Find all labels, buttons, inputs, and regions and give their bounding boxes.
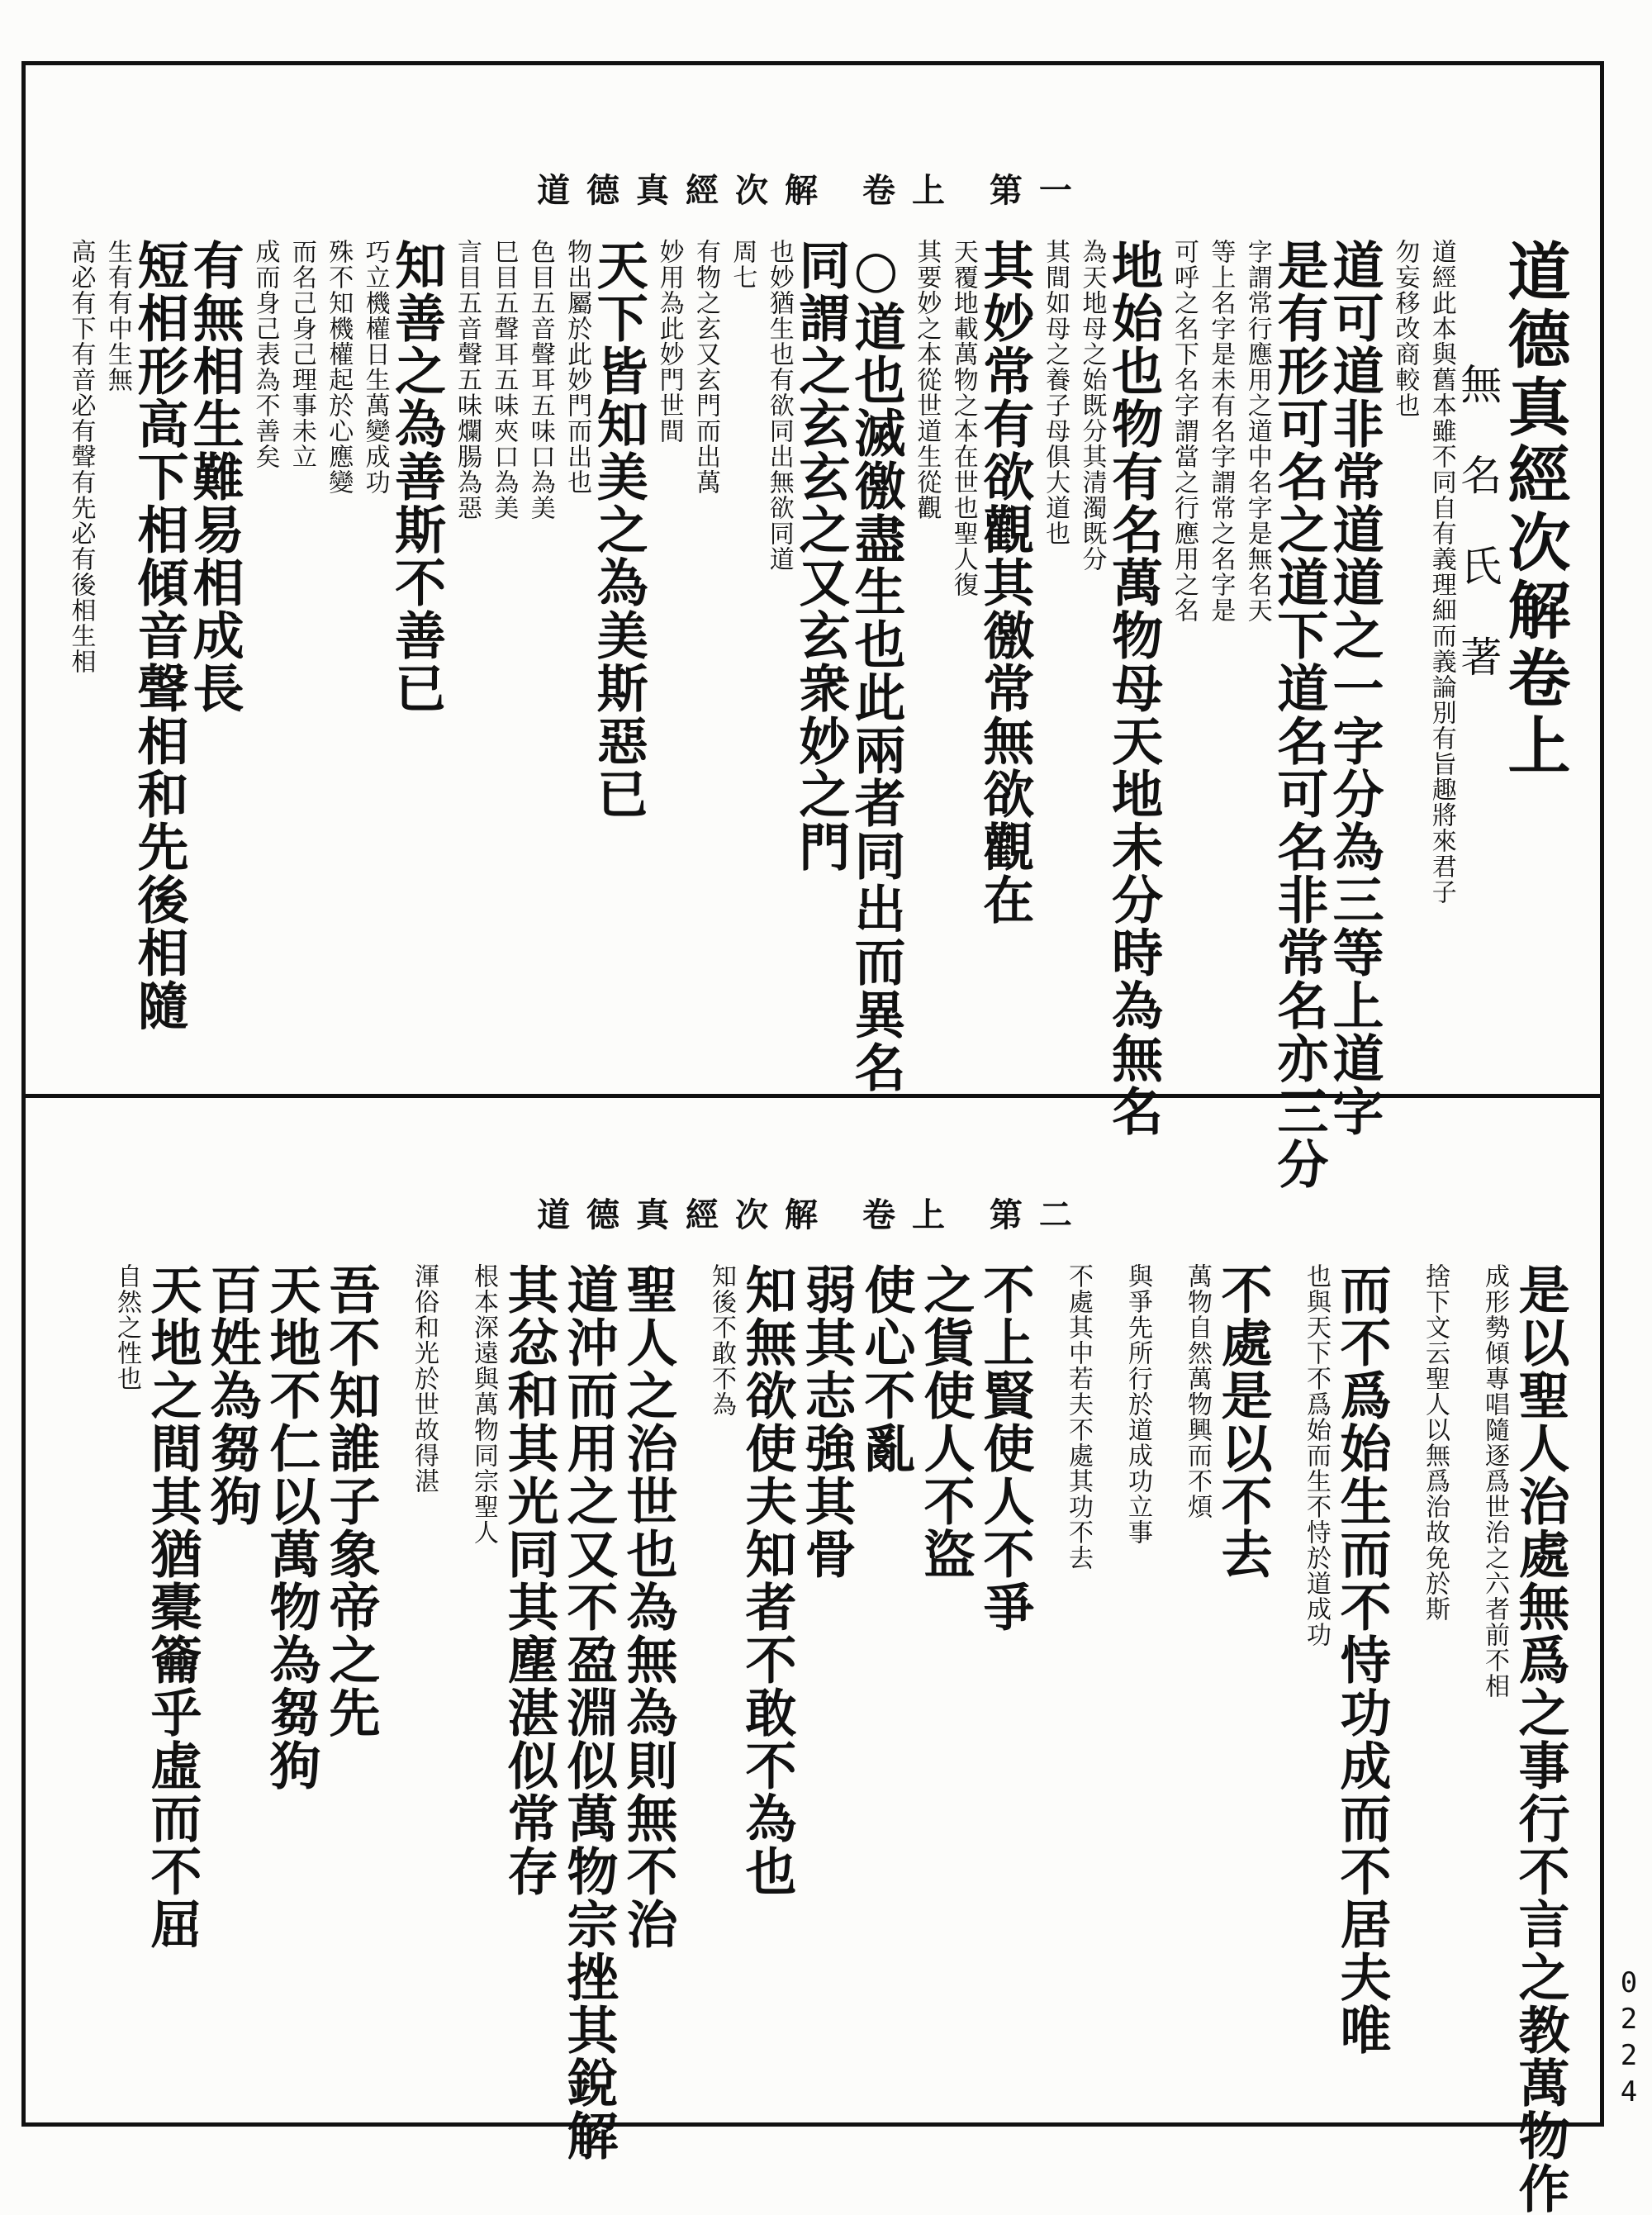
text-column: 有物之玄又玄門而出萬 [691,239,721,495]
text-column: 天地不仁以萬物為芻狗 [261,1263,321,1792]
text-column: 而名己身己理事未立 [287,239,316,469]
text-column: 天覆地載萬物之本在世也聖人復 [948,239,978,597]
text-column: 周七 [728,239,757,290]
text-column: 勿妄移改商較也 [1390,239,1420,418]
text-column: 之貨使人不盜 [915,1263,976,1580]
text-column: 與爭先所行於道成功立事 [1123,1263,1152,1545]
text-column: 根本深遠與萬物同宗聖人 [469,1263,498,1545]
text-column: 也與天下不爲始而生不恃於道成功 [1302,1263,1331,1647]
text-column: 物出屬於此妙門而出也 [563,239,592,495]
bottom-running-head: 道德真經次解 卷上 第二 [537,1195,1089,1234]
text-column: 不處是以不去 [1213,1263,1273,1580]
text-column: 是以聖人治處無爲之事行不言之教萬物作 [1510,1263,1570,2215]
text-column: 使心不亂 [856,1263,916,1475]
text-column: 高必有下有音必有聲有先必有後相生相 [66,239,96,674]
text-column: 短相形高下相傾音聲相和先後相隨 [128,239,189,1032]
text-column: 道可道非常道道之一字分為三等上道字 [1323,239,1384,1138]
text-column: 天地之間其猶橐籥乎虛而不屈 [142,1263,202,1951]
text-column: 字謂常行應用之道中名字是無名天 [1242,239,1272,623]
text-column: 等上名字是未有名字謂常之名字是 [1206,239,1236,623]
text-column: 妙用為此妙門世間 [654,239,684,444]
text-column: 其妙常有欲觀其徼常無欲觀在 [974,239,1035,926]
text-column: 殊不知機權起於心應變 [324,239,354,495]
text-column: 巧立機權日生萬變成功 [360,239,390,495]
text-column: 吾不知誰子象帝之先 [320,1263,381,1739]
top-running-head: 道德真經次解 卷上 第一 [537,171,1089,210]
text-column: 是有形可名之道下道名可名非常名亦三分 [1268,239,1329,1191]
text-column: 無名氏著 [1454,363,1502,726]
text-column: 同謂之玄玄之又玄衆妙之門 [790,239,851,873]
text-column: 聖人之治世也為無為則無不治 [618,1263,678,1951]
text-column: 不處其中若夫不處其功不去 [1064,1263,1093,1571]
text-column: 生有有中生無 [102,239,132,392]
text-column: 道沖而用之又不盈淵似萬物宗挫其銳解 [558,1263,619,2162]
text-column: 其要妙之本從世道生從觀 [912,239,942,520]
text-column: 不上賢使人不爭 [975,1263,1035,1633]
text-column: 弱其志強其骨 [796,1263,857,1580]
text-column: 而不爲始生而不恃功成而不居夫唯 [1332,1263,1392,2056]
bottom-panel [26,1098,1600,2215]
text-column: 知後不敢不為 [707,1263,736,1417]
text-column: 天下皆知美之為美斯惡已 [588,239,649,820]
text-column: 言目五音聲五味爛腸為惡 [453,239,482,520]
page-frame [21,61,1604,2215]
text-column: 百姓為芻狗 [202,1263,262,1528]
text-column: 知無欲使夫知者不敢不為也 [737,1263,797,1898]
text-column: 萬物自然萬物興而不煩 [1183,1263,1212,1519]
text-column: 成而身己表為不善矣 [250,239,280,469]
text-column: 知善之為善斯不善已 [386,239,447,715]
text-column: 捨下文云聖人以無爲治故免於斯 [1421,1263,1450,1622]
text-column: 地始也物有名萬物母天地未分時為無名 [1103,239,1164,1138]
text-column: 渾俗和光於世故得湛 [410,1263,439,1494]
bottom-text-columns [59,1263,1570,2215]
text-column: 也妙猶生也有欲同出無欲同道 [764,239,794,572]
text-column: 巳目五聲耳五味夾口為美 [489,239,519,520]
text-column: 有無相生難易相成長 [184,239,245,715]
text-column: 可呼之名下名字謂當之行應用之名 [1170,239,1199,623]
text-column: ○道也滅徼盡生也此兩者同出而異名 [845,239,906,1094]
top-text-columns [59,239,1571,1191]
text-column: 成形勢傾專唱隨逐爲世治之六者前不相 [1480,1263,1509,1699]
text-column: 道經此本與舊本雖不同自有義理細而義論別有旨趣將來君子 [1427,239,1456,905]
text-column: 其間如母之養子母俱大道也 [1041,239,1070,546]
text-column: 色目五音聲耳五味口為美 [525,239,555,520]
text-column: 自然之性也 [112,1263,141,1391]
text-column: 其忿和其光同其塵湛似常存 [499,1263,559,1898]
text-column: 道德真經次解卷上 [1498,239,1571,781]
text-column: 為天地母之始既分其清濁既分 [1077,239,1107,572]
top-panel [26,65,1600,1191]
page-number: 0224 [1612,1966,1645,2112]
